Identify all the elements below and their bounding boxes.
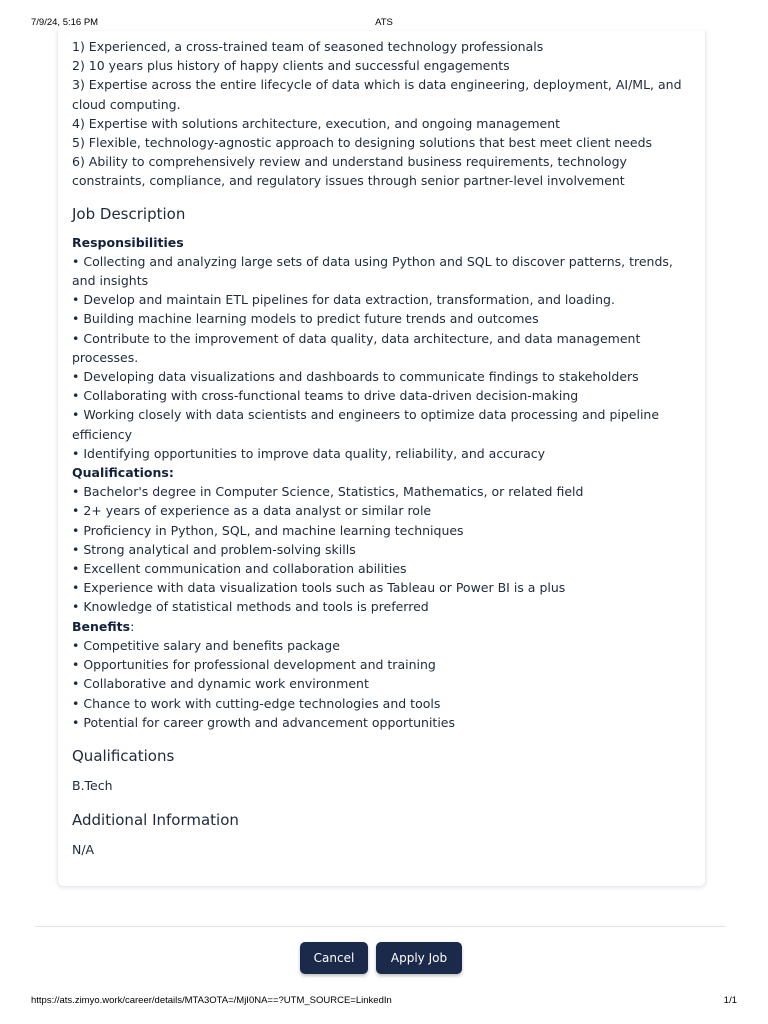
responsibility-item: • Develop and maintain ETL pipelines for data extraction, transformation, and loading. [72, 292, 615, 308]
job-details-content [72, 37, 692, 859]
print-page-number: 1/1 [723, 995, 737, 1006]
about-point: 6) Ability to comprehensively review and understand business requirements, technology constraints, compliance, and regulatory issues through senior partner-level involvement [72, 154, 627, 189]
benefit-item: • Potential for career growth and advancement opportunities [72, 714, 455, 730]
job-details-card [57, 31, 706, 887]
qualification-item: • Bachelor's degree in Computer Science, Statistics, Mathematics, or related field [72, 484, 584, 500]
about-point: 2) 10 years plus history of happy clients and successful engagements [72, 58, 510, 74]
about-point: 5) Flexible, technology-agnostic approach to designing solutions that best meet client needs [72, 135, 653, 151]
qualifications-label: Qualifications: [72, 465, 174, 481]
responsibility-item: • Working closely with data scientists and engineers to optimize data processing and pipeline efficiency [72, 407, 660, 442]
responsibility-item: • Collaborating with cross-functional teams to drive data-driven decision-making [72, 388, 579, 404]
about-point: 4) Expertise with solutions architecture, execution, and ongoing management [72, 115, 561, 131]
footer-divider [35, 926, 726, 927]
qualification-item: • Strong analytical and problem-solving skills [72, 541, 356, 557]
about-point: 1) Experienced, a cross-trained team of seasoned technology professionals [72, 39, 544, 54]
benefit-item: • Opportunities for professional development and training [72, 657, 436, 673]
about-point: 3) Expertise across the entire lifecycle of data which is data engineering, deployment, AI/ML, and cloud computing. [72, 77, 682, 112]
benefit-item: • Competitive salary and benefits package [72, 637, 340, 653]
benefit-item: • Collaborative and dynamic work environment [72, 676, 369, 692]
responsibility-item: • Identifying opportunities to improve data quality, reliability, and accuracy [72, 445, 546, 461]
job-description-heading: Job Description [72, 204, 186, 223]
cancel-button[interactable]: Cancel [300, 942, 368, 974]
qualification-item: • 2+ years of experience as a data analyst or similar role [72, 503, 432, 519]
benefits-label-row [72, 617, 692, 636]
benefits-colon: : [130, 618, 135, 634]
qualifications-value: B.Tech [72, 777, 113, 793]
qualification-item: • Proficiency in Python, SQL, and machine learning techniques [72, 522, 464, 538]
qualification-item: • Excellent communication and collaboration abilities [72, 561, 407, 577]
about-list [72, 37, 692, 191]
qualification-item: • Experience with data visualization tools such as Tableau or Power BI is a plus [72, 580, 566, 596]
responsibilities-label: Responsibilities [72, 234, 184, 250]
print-url: https://ats.zimyo.work/career/details/MTA3OTA=/MjI0NA==?UTM_SOURCE=LinkedIn [31, 995, 392, 1006]
print-date: 7/9/24, 5:16 PM [31, 17, 99, 28]
responsibility-item: • Contribute to the improvement of data quality, data architecture, and data management processes. [72, 330, 641, 365]
responsibility-item: • Collecting and analyzing large sets of data using Python and SQL to discover patterns, trends, and insights [72, 253, 673, 289]
print-title: ATS [375, 17, 393, 28]
job-description-body [72, 233, 692, 732]
print-footer [0, 995, 768, 1009]
additional-info-value: N/A [72, 842, 95, 858]
responsibility-item: • Building machine learning models to predict future trends and outcomes [72, 311, 539, 327]
apply-job-button[interactable]: Apply Job [376, 942, 462, 974]
print-header [0, 17, 768, 31]
qualification-item: • Knowledge of statistical methods and tools is preferred [72, 599, 429, 615]
benefits-label: Benefits [72, 618, 131, 634]
qualifications-heading: Qualifications [72, 746, 175, 765]
additional-info-heading: Additional Information [72, 811, 239, 830]
benefit-item: • Chance to work with cutting-edge technologies and tools [72, 695, 441, 711]
responsibility-item: • Developing data visualizations and dashboards to communicate findings to stakeholders [72, 369, 639, 385]
